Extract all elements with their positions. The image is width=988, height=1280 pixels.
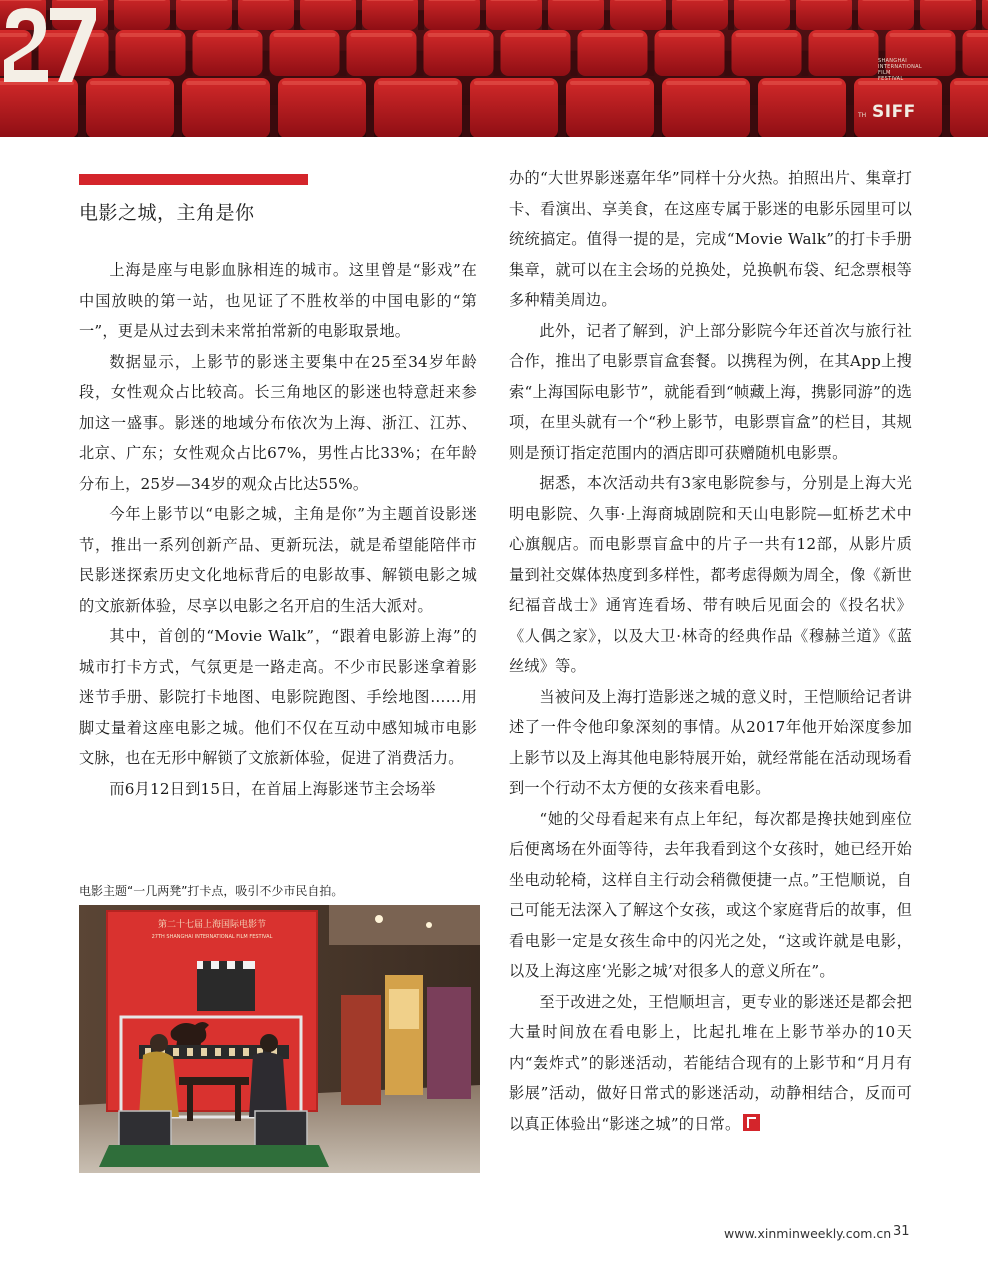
seat-armrest [558,105,566,137]
seat-back [470,78,558,137]
seat-back [424,0,480,30]
paragraph: 此外，记者了解到，沪上部分影院今年还首次与旅行社合作，推出了电影票盲盒套餐。以携程为例，在其App上搜索“上海国际电影节”，就能看到“帧藏上海，携影同游”的选项，在里头就有一个“秒上影节，电影票盲盒”的栏目，其规则是预订指定范围内的酒店即可获赠随机电影票。 [509,321,912,462]
seat-highlight [120,33,182,37]
seat-armrest [356,10,362,30]
seat-armrest [648,51,655,76]
poster-title: 第二十七届上海国际电影节 [157,920,267,930]
seat-armrest [78,105,86,137]
header-banner [0,0,988,137]
seat-armrest [462,105,470,137]
paragraph: 其中，首创的“Movie Walk”，“跟着电影游上海”的城市打卡方式，气氛更是一路走高。不少市民影迷拿着影迷节手册、影院打卡地图、电影院跑图、手绘地图……用脚丈量着这座电影之城。他们不仅在互动中感知城市电影文脉，也在无形中解锁了文旅新体验，促进了消费活力。 [79,627,477,767]
seat-highlight [505,33,567,37]
seat-highlight [552,0,600,1]
seat-highlight [614,0,662,1]
siff-27-logo [0,0,120,100]
seat-back [920,0,976,30]
seat-armrest [170,10,176,30]
seat-highlight [366,0,414,1]
seat-back [566,78,654,137]
seat-armrest [654,105,662,137]
paragraph-text: 至于改进之处，王恺顺坦言，更专业的影迷还是都会把大量时间放在看电影上，比起扎堆在上影节举办的10天内“轰炸式”的影迷活动，若能结合现有的上影节和“月月有影展”活动，做好日常式的影迷活动，动静相结合，反而可以真正体验出“影迷之城”的日常。 [509,992,912,1133]
seat-highlight [490,0,538,1]
paragraph: 据悉，本次活动共有3家电影院参与，分别是上海大光明电影院、久事·上海商城剧院和天山电影院—虹桥艺术中心旗舰店。而电影票盲盒中的片子一共有12部，从影片质量到社交媒体热度到多样性，都考虑得颇为周全，像《新世纪福音战士》通宵连看场、带有映后见面会的《投名状》《人偶之家》，以及大卫·林奇的经典作品《穆赫兰道》《蓝丝绒》等。 [509,474,912,675]
logo-th: TH [858,112,867,119]
seat-armrest [480,10,486,30]
paragraph: 今年上影节以“电影之城，主角是你”为主题首设影迷节，推出一系列创新产品、更新玩法，就是希望能陪伴市民影迷探索历史文化地标背后的电影故事、解锁电影之城的文旅新体验，尽享以电影之名开启的生活大派对。 [79,505,477,615]
paragraph-last [509,987,912,1140]
seat-back [278,78,366,137]
seat-highlight [813,33,875,37]
seat-armrest [604,10,610,30]
seat-highlight [186,81,266,85]
seat-highlight [862,0,910,1]
footer-url: www.xinminweekly.com.cn [724,1226,892,1241]
right-column [509,163,912,1139]
seat-highlight [570,81,650,85]
seat-highlight [474,81,554,85]
cinema-seats-image [0,0,988,137]
seat-back [548,0,604,30]
section-red-rule [79,174,308,185]
seat-armrest [790,10,796,30]
seat-highlight [924,0,972,1]
seat-back [238,0,294,30]
page-number: 31 [893,1224,910,1239]
seat-highlight [282,81,362,85]
seat-armrest [232,10,238,30]
seat-armrest [914,10,920,30]
seat-highlight [428,33,490,37]
seat-highlight [242,0,290,1]
seat-armrest [263,51,270,76]
seat-back [950,78,988,137]
seat-armrest [418,10,424,30]
paragraph: 当被问及上海打造影迷之城的意义时，王恺顺给记者讲述了一件令他印象深刻的事情。从2017年他开始深度参加上影节以及上海其他电影特展开始，就经常能在活动现场看到一个行动不太方便的女孩来看电影。 [509,687,912,797]
seat-highlight [118,0,166,1]
seat-armrest [846,105,854,137]
seat-back [672,0,728,30]
seat-back [796,0,852,30]
seat-back [758,78,846,137]
seat-armrest [976,10,982,30]
paragraph: 而6月12日到15日，在首届上海影迷节主会场举 [109,779,436,798]
paragraph: “她的父母看起来有点上年纪，每次都是搀扶她到座位后便离场在外面等待，去年我看到这个女孩时，她已经开始坐电动轮椅，这样自主行动会稍微便捷一点。”王恺顺说，自己可能无法深入了解这个女孩，或这个家庭背后的故事，但看电影一定是女孩生命中的闪光之处，“这或许就是电影，以及上海这座‘光影之城’对很多人的意义所在”。 [509,809,912,980]
seat-armrest [728,10,734,30]
paragraph: 数据显示，上影节的影迷主要集中在25至34岁年龄段，女性观众占比较高。长三角地区的影迷也特意赶来参加这一盛事。影迷的地域分布依次为上海、浙江、江苏、北京、广东；女性观众占比67%，男性占比33%；在年龄分布上，25岁—34岁的观众占比达55%。 [79,352,477,493]
end-mark-icon [743,1114,760,1131]
seat-armrest [174,105,182,137]
seat-highlight [582,33,644,37]
seat-armrest [340,51,347,76]
seat-back [182,78,270,137]
seat-armrest [666,10,672,30]
seat-back [176,0,232,30]
paragraph: 上海是座与电影血脉相连的城市。这里曾是“影戏”在中国放映的第一站，也见证了不胜枚举的中国电影的“第一”，更是从过去到未来常拍常新的电影取景地。 [79,261,477,340]
seat-highlight [954,81,988,85]
seat-highlight [659,33,721,37]
seat-armrest [942,105,950,137]
seat-armrest [417,51,424,76]
logo-brand: SIFF [872,102,916,122]
seat-highlight [738,0,786,1]
seat-back [858,0,914,30]
seat-highlight [967,33,988,37]
seat-back [662,78,750,137]
seat-armrest [186,51,193,76]
seat-armrest [294,10,300,30]
paragraph: 办的“大世界影迷嘉年华”同样十分火热。拍照出片、集章打卡、看演出、享美食，在这座专属于影迷的电影乐园里可以统统搞定。值得一提的是，完成“Movie Walk”的打卡手册集章，就可以在主会场的兑换处，兑换帆布袋、纪念票根等多种精美周边。 [509,169,912,309]
seat-highlight [736,33,798,37]
seat-back [114,0,170,30]
seat-highlight [351,33,413,37]
seat-back [734,0,790,30]
seat-highlight [762,81,842,85]
seat-highlight [304,0,352,1]
seat-armrest [542,10,548,30]
seat-highlight [274,33,336,37]
seat-back [982,0,988,30]
seat-highlight [378,81,458,85]
seat-armrest [494,51,501,76]
section-title: 电影之城，主角是你 [79,202,255,224]
seat-armrest [852,10,858,30]
seat-highlight [197,33,259,37]
seat-armrest [725,51,732,76]
logo-subtext: SHANGHAI INTERNATIONAL FILM FESTIVAL [878,58,922,82]
photo-scene [79,905,480,1173]
seat-highlight [676,0,724,1]
seat-highlight [666,81,746,85]
left-column [79,255,477,804]
seat-back [300,0,356,30]
seat-armrest [571,51,578,76]
photo-caption: 电影主题“一几两凳”打卡点，吸引不少市民自拍。 [79,884,344,898]
seat-armrest [750,105,758,137]
seat-highlight [890,33,952,37]
seat-back [610,0,666,30]
seat-armrest [270,105,278,137]
seat-highlight [180,0,228,1]
seat-back [486,0,542,30]
seat-highlight [428,0,476,1]
article-photo [79,905,480,1173]
seat-armrest [366,105,374,137]
seat-back [374,78,462,137]
seat-back [362,0,418,30]
poster-subtitle: 27TH SHANGHAI INTERNATIONAL FILM FESTIVAL [151,934,273,940]
seat-armrest [956,51,963,76]
seat-highlight [800,0,848,1]
seat-armrest [802,51,809,76]
